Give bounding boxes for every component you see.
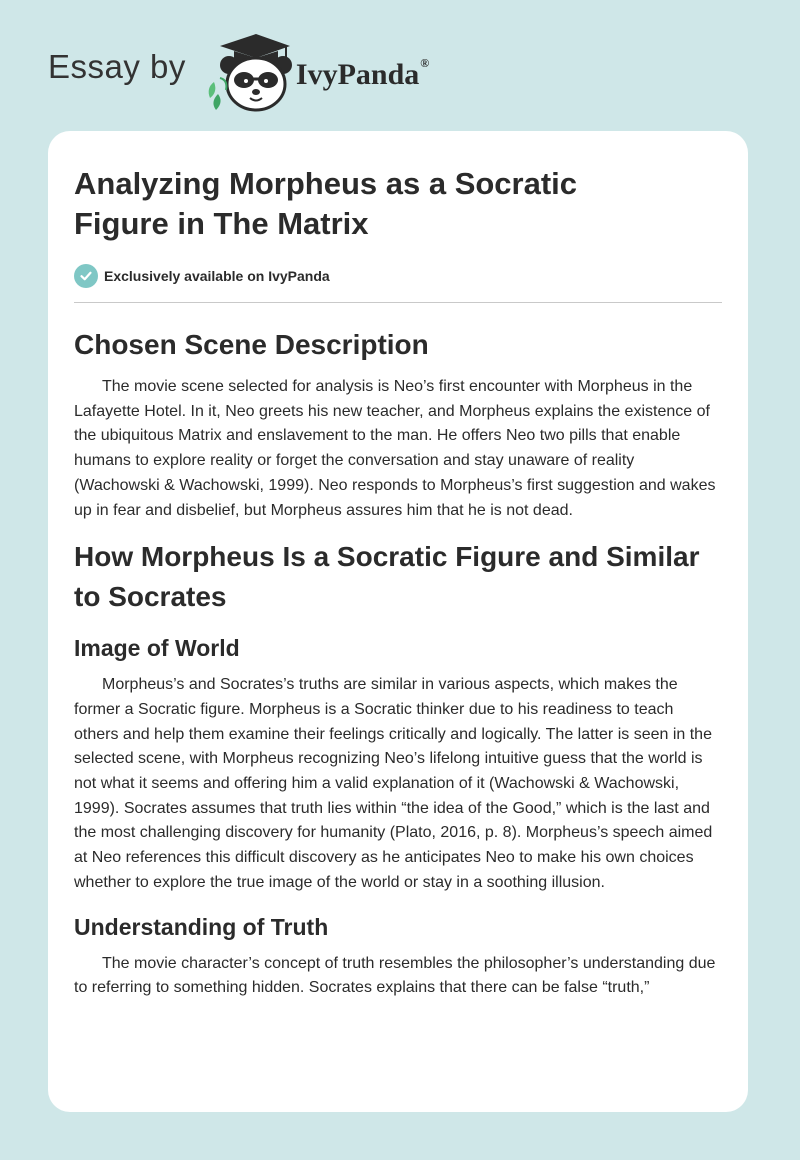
brand-name[interactable]: IvyPanda®	[295, 56, 430, 91]
section-paragraph: The movie scene selected for analysis is Neo’s first encounter with Morpheus in the Lafayette Hotel. In it, Neo greets his new teacher, and Morpheus explains the existence of the ubiquitous Matrix and enslavement to the man. He offers Neo two pills that enable humans to explore reality or forget the conversation and stay unaware of reality (Wachowski & Wachowski, 1999). Neo responds to Morpheus’s first suggestion and wakes up in fear and disbelief, but Morpheus assures him that he is not dead.	[74, 378, 716, 519]
section-heading: How Morpheus Is a Socratic Figure and Similar to Socrates	[74, 541, 700, 613]
subsection-heading: Image of World	[74, 635, 240, 662]
site-header	[48, 32, 429, 112]
exclusive-text: Exclusively available on IvyPanda	[104, 268, 330, 284]
page-title: Analyzing Morpheus as a Socratic Figure in The Matrix	[74, 166, 578, 241]
subsection-heading: Understanding of Truth	[74, 913, 329, 940]
ivypanda-logo-icon[interactable]	[200, 32, 292, 112]
subsection-paragraph: Morpheus’s and Socrates’s truths are similar in various aspects, which makes the former a Socratic figure. Morpheus is a Socratic thinker due to his readiness to teach others and help them examine their feelings critically and logically. The latter is seen in the selected scene, with Morpheus recognizing Neo’s lifelong intuitive guess that the world is not what it seems and offering him a valid explanation of it (Wachowski & Wachowski, 1999). Socrates assumes that truth lies within “the idea of the Good,” which is the last and the most challenging discovery for humanity (Plato, 2016, p. 8). Morpheus’s speech aimed at Neo references this difficult discovery as he anticipates Neo to make his own choices whether to explore the true image of the world or stay in a soothing illusion.	[74, 676, 713, 891]
check-icon	[74, 264, 98, 288]
exclusive-badge	[74, 264, 722, 303]
subsection-paragraph: The movie character’s concept of truth resembles the philosopher’s understanding due to referring to something hidden. Socrates explains that there can be false “truth,”	[74, 954, 716, 997]
essay-card	[48, 131, 748, 1112]
section-heading: Chosen Scene Description	[74, 329, 429, 360]
essay-by-label: Essay by	[48, 48, 186, 85]
